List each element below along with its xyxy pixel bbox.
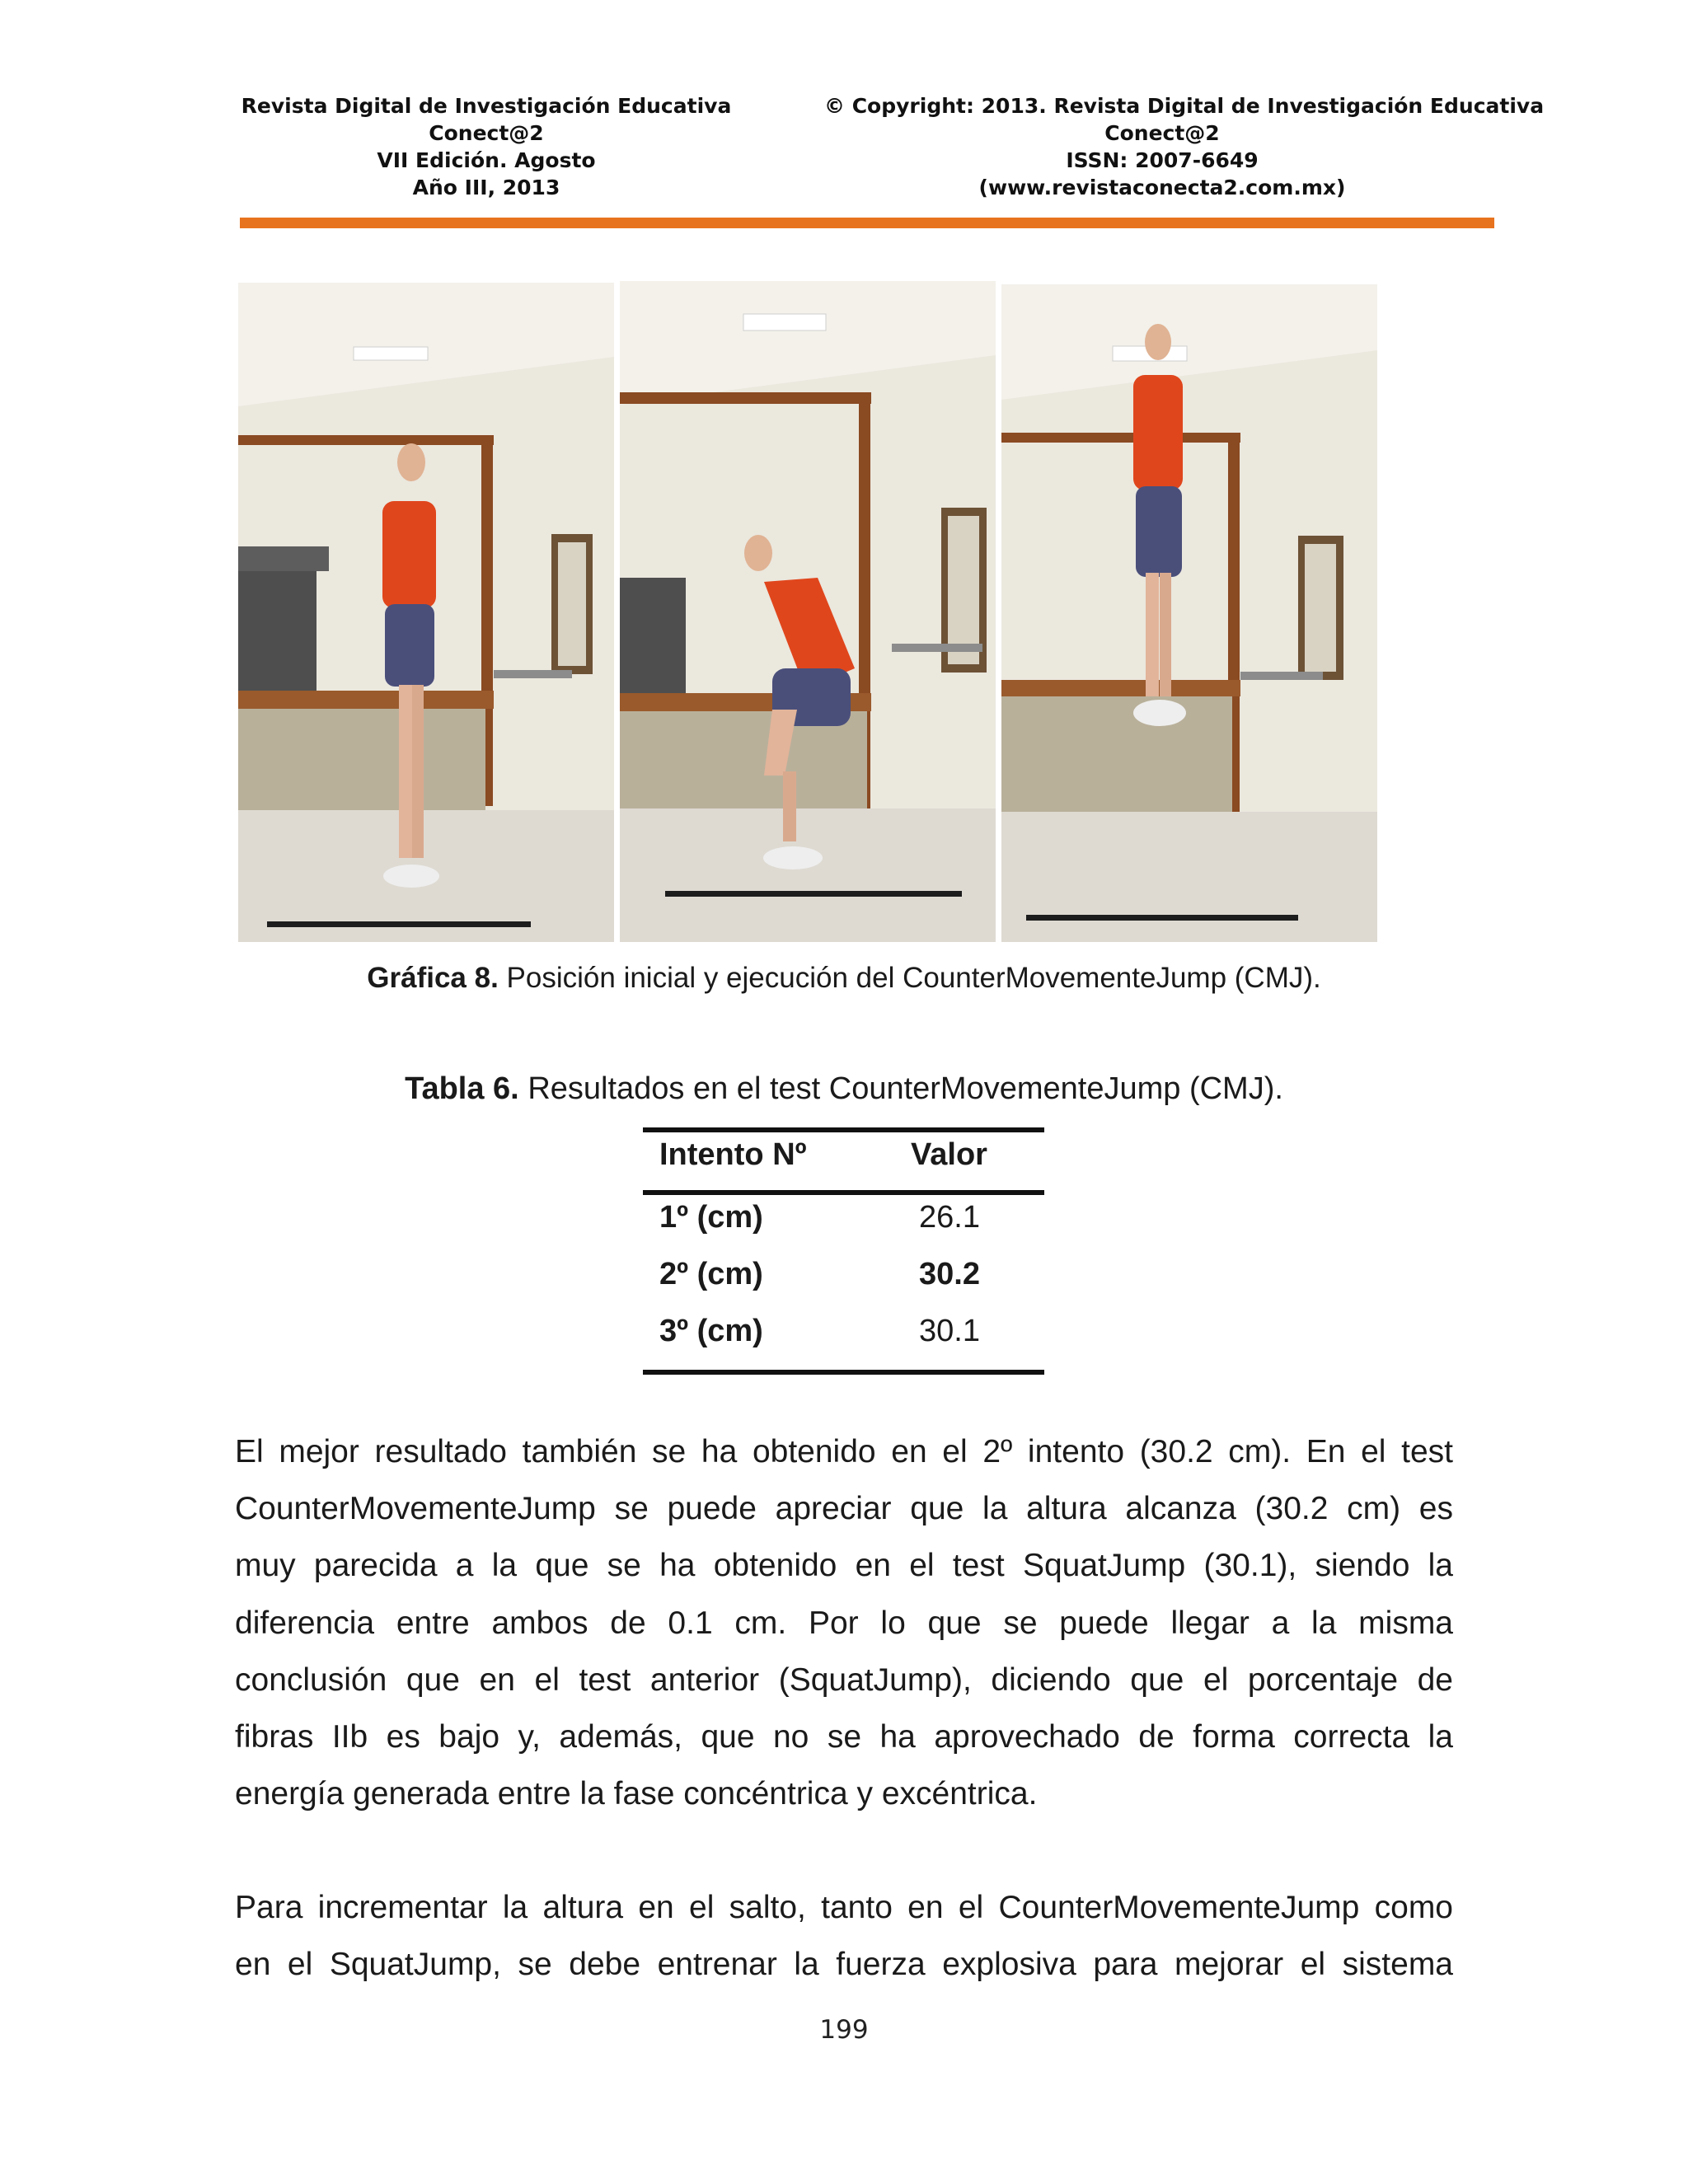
figure-caption — [0, 962, 1688, 995]
table-top-rule — [643, 1127, 1044, 1132]
figure-label: Gráfica 8. — [367, 962, 499, 994]
journal-header-right — [824, 92, 1545, 201]
table-cell-attempt: 3º (cm) — [659, 1314, 763, 1348]
table-label: Tabla 6. — [405, 1071, 519, 1106]
figure-caption-text: Posición inicial y ejecución del CounterMovementeJump (CMJ). — [506, 962, 1321, 994]
text-line: Para incrementar la altura en el salto, tanto en el CounterMovementeJump como — [235, 1890, 1453, 1925]
photo-countermovement — [620, 281, 996, 942]
text-line: fibras IIb es bajo y, además, que no se ha aprovechado de forma correcta la — [235, 1718, 1453, 1755]
header-line: (www.revistaconecta2.com.mx) — [978, 176, 1346, 199]
table-caption — [0, 1071, 1688, 1107]
text-line: diferencia entre ambos de 0.1 cm. Por lo que se puede llegar a la misma — [235, 1605, 1453, 1641]
header-line: © Copyright: 2013. Revista Digital de Investigación Educativa — [824, 94, 1545, 118]
header-line: VII Edición. Agosto — [377, 148, 596, 172]
text-line: CounterMovementeJump se puede apreciar que la altura alcanza (30.2 cm) es — [235, 1491, 1453, 1527]
text-line: energía generada entre la fase concéntrica y excéntrica. — [235, 1776, 1038, 1812]
table-caption-text: Resultados en el test CounterMovementeJump (CMJ). — [528, 1071, 1283, 1106]
table-header-rule — [643, 1190, 1044, 1195]
text-line: El mejor resultado también se ha obtenido en el 2º intento (30.2 cm). En el test — [235, 1434, 1453, 1469]
header-divider — [240, 218, 1494, 228]
header-line: Año III, 2013 — [412, 176, 560, 199]
header-line: ISSN: 2007-6649 — [1066, 148, 1259, 172]
text-line: conclusión que en el test anterior (SquatJump), diciendo que el porcentaje de — [235, 1661, 1453, 1698]
header-line: Revista Digital de Investigación Educativa — [241, 94, 732, 118]
journal-header-left — [239, 92, 734, 201]
body-paragraph-1 — [235, 1423, 1453, 1822]
table-cell-attempt: 2º (cm) — [659, 1257, 763, 1291]
table-cell-attempt: 1º (cm) — [659, 1200, 763, 1235]
table-bottom-rule — [643, 1370, 1044, 1375]
table-cell-value: 26.1 — [919, 1200, 980, 1235]
page-number: 199 — [819, 2015, 869, 2045]
header-line: Conect@2 — [429, 121, 544, 145]
photo-initial-position — [238, 283, 614, 942]
photo-jump-flight — [1001, 284, 1377, 942]
text-line: en el SquatJump, se debe entrenar la fuerza explosiva para mejorar el sistema — [235, 1947, 1453, 1983]
table-header-cell: Intento Nº — [659, 1137, 807, 1172]
table-cell-value-best: 30.2 — [919, 1257, 980, 1291]
header-line: Conect@2 — [1104, 121, 1220, 145]
table-cell-value: 30.1 — [919, 1314, 980, 1348]
body-paragraph-2 — [235, 1879, 1453, 1993]
text-line: muy parecida a la que se ha obtenido en el test SquatJump (30.1), siendo la — [235, 1548, 1453, 1584]
table-header-cell: Valor — [911, 1137, 987, 1172]
